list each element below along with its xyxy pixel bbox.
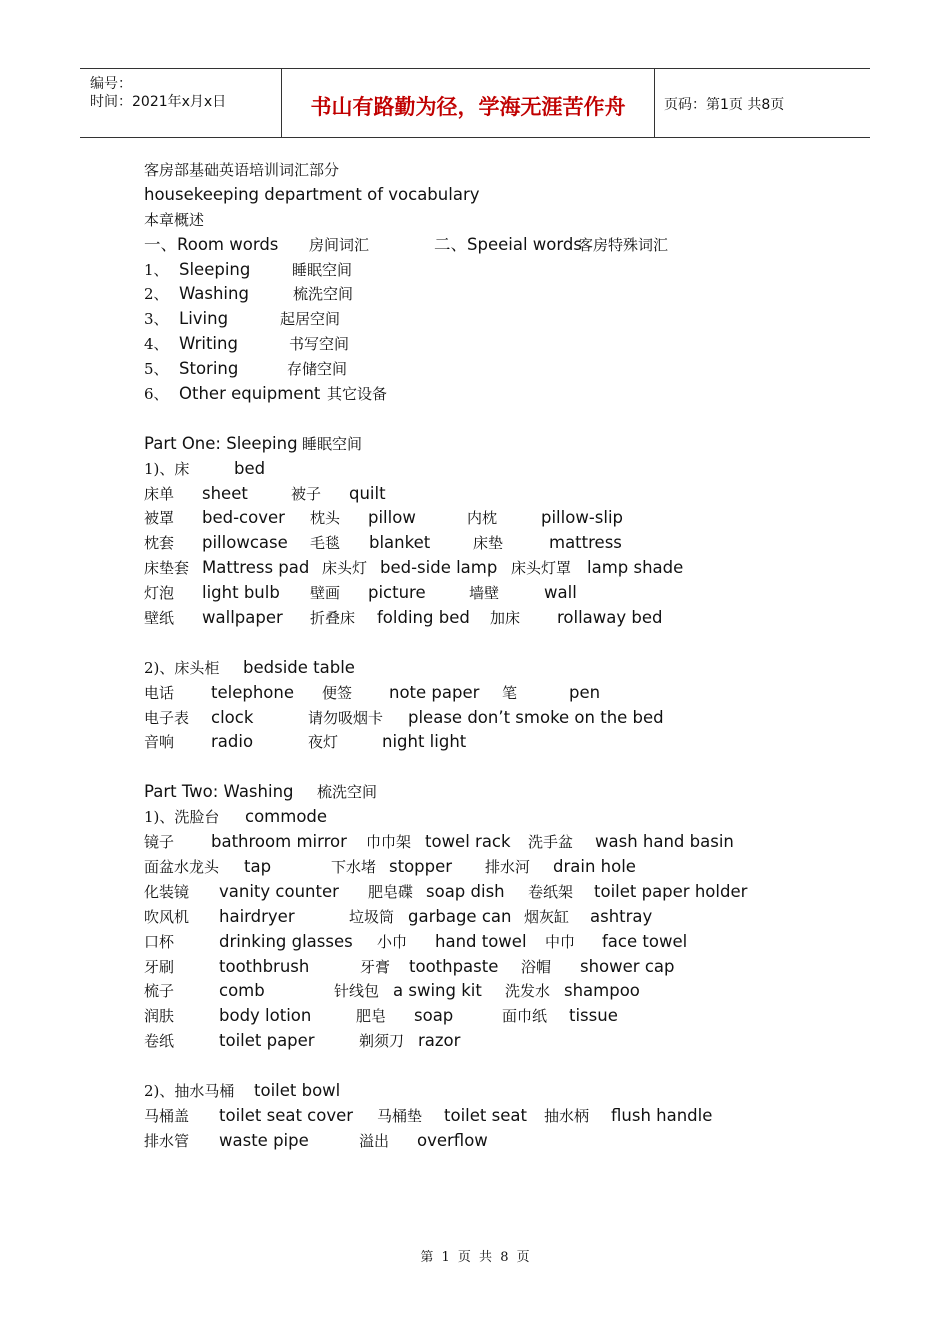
english-term: ashtray — [590, 906, 653, 926]
chinese-term: 枕套 — [144, 534, 175, 553]
english-term: toilet bowl — [254, 1080, 341, 1100]
english-term: pillowcase — [202, 533, 288, 553]
commode-vocab-row — [144, 955, 884, 980]
english-term: quilt — [349, 483, 386, 503]
chinese-term: 化装镜 — [144, 882, 190, 901]
chinese-term: 剃须刀 — [359, 1032, 405, 1051]
english-term: clock — [211, 707, 254, 727]
chinese-term: 马桶盖 — [144, 1106, 190, 1125]
chinese-term: 6、 — [144, 385, 169, 404]
english-term: pillow — [368, 508, 416, 528]
english-term: vanity counter — [219, 881, 339, 901]
chinese-term: 4、 — [144, 335, 169, 354]
english-term: bathroom mirror — [211, 832, 347, 852]
overview-row — [144, 233, 884, 258]
english-term: 一、Room words — [144, 234, 279, 254]
header-meta-cell — [80, 69, 282, 137]
chinese-term: 电话 — [144, 683, 175, 702]
english-term: overflow — [417, 1130, 488, 1150]
page-footer: 第 1 页 共 8 页 — [420, 1250, 530, 1265]
english-term: toilet seat — [444, 1105, 527, 1125]
english-term: telephone — [211, 682, 294, 702]
chinese-term: 卷纸 — [144, 1032, 175, 1051]
chinese-term: 2)、抽水马桶 — [144, 1081, 235, 1100]
english-term: Storing — [179, 359, 239, 379]
commode-vocab-row — [144, 930, 884, 955]
bedside-vocab-row — [144, 730, 884, 755]
commode-vocab-row — [144, 855, 884, 880]
english-term: blanket — [369, 533, 431, 553]
header-motto: 书山有路勤为径，学海无涯苦作舟 — [310, 94, 626, 119]
chinese-term: 梳洗空间 — [293, 285, 354, 304]
english-term: bed-cover — [202, 508, 285, 528]
english-term: soap dish — [426, 881, 505, 901]
chinese-term: 溢出 — [359, 1131, 390, 1150]
chinese-term: 肥皂碟 — [368, 882, 414, 901]
commode-vocab-row — [144, 830, 884, 855]
english-term: bed-side lamp — [380, 558, 498, 578]
header-page-cell — [655, 69, 870, 137]
chinese-term: 排水管 — [144, 1131, 190, 1150]
english-term: face towel — [602, 931, 688, 951]
english-term: radio — [211, 732, 254, 752]
chinese-term: 床头灯罩 — [511, 559, 572, 578]
commode-heading — [144, 805, 884, 830]
chinese-term: 其它设备 — [327, 385, 388, 404]
chinese-term: 面巾纸 — [502, 1007, 548, 1026]
chinese-term: 润肤 — [144, 1007, 175, 1026]
english-term: Living — [179, 309, 229, 329]
english-term: rollaway bed — [557, 608, 663, 628]
chinese-term: 床垫套 — [144, 559, 190, 578]
chinese-term: 洗手盆 — [528, 833, 574, 852]
english-term: picture — [368, 583, 426, 603]
english-term: stopper — [389, 856, 453, 876]
chinese-term: 加床 — [490, 609, 521, 628]
english-term: pillow-slip — [541, 508, 624, 528]
english-term: flush handle — [611, 1105, 713, 1125]
english-term: bed — [234, 458, 266, 478]
chinese-term: 灯泡 — [144, 584, 175, 603]
chinese-term: 1)、洗脸台 — [144, 808, 220, 827]
english-term: note paper — [389, 682, 480, 702]
english-term: Sleeping — [179, 259, 251, 279]
english-term: a swing kit — [393, 981, 482, 1001]
english-term: soap — [414, 1006, 454, 1026]
chinese-term: 夜灯 — [308, 733, 339, 752]
chinese-term: 浴帽 — [521, 957, 552, 976]
toc-item — [144, 282, 884, 307]
english-term: drinking glasses — [219, 931, 353, 951]
english-term: Mattress pad — [202, 558, 310, 578]
english-term: drain hole — [553, 856, 636, 876]
chinese-term: 内枕 — [467, 509, 498, 528]
chinese-term: 折叠床 — [310, 609, 356, 628]
english-term: body lotion — [219, 1006, 312, 1026]
english-term: toothpaste — [409, 956, 499, 976]
chinese-term: 请勿吸烟卡 — [308, 708, 384, 727]
english-term: tissue — [569, 1006, 618, 1026]
bed-heading — [144, 457, 884, 482]
chinese-term: 烟灰缸 — [524, 907, 570, 926]
page-header — [80, 68, 870, 138]
chinese-term: 马桶垫 — [377, 1106, 423, 1125]
chinese-term: 房间词汇 — [309, 235, 370, 254]
bed-vocab-row — [144, 556, 884, 581]
english-term: folding bed — [377, 608, 470, 628]
chinese-term: 下水堵 — [331, 857, 377, 876]
chinese-term: 被子 — [291, 484, 322, 503]
document-number-label: 编号： — [90, 76, 132, 92]
english-term: Writing — [179, 334, 238, 354]
part-two-title — [144, 780, 884, 805]
english-term: shower cap — [580, 956, 675, 976]
bed-vocab-row — [144, 482, 884, 507]
chinese-term: 睡眠空间 — [302, 434, 363, 453]
chinese-term: 书写空间 — [289, 335, 350, 354]
chinese-term: 1、 — [144, 260, 169, 279]
english-term: housekeeping department of vocabulary — [144, 184, 480, 204]
english-term: toilet paper — [219, 1031, 315, 1051]
bedside-vocab-row — [144, 681, 884, 706]
chinese-term: 2)、床头柜 — [144, 658, 220, 677]
english-term: bedside table — [243, 657, 355, 677]
chinese-term: 肥皂 — [356, 1007, 387, 1026]
commode-vocab-row — [144, 880, 884, 905]
chinese-term: 壁画 — [310, 584, 341, 603]
chinese-term: 客房特殊词汇 — [578, 235, 669, 254]
chinese-term: 3、 — [144, 310, 169, 329]
document-date: 时间：2021年x月x日 — [90, 94, 227, 110]
chinese-term: 笔 — [502, 683, 518, 702]
toilet-vocab-row — [144, 1129, 884, 1154]
chinese-term: 本章概述 — [144, 210, 205, 229]
overview-heading — [144, 208, 884, 233]
chinese-term: 壁纸 — [144, 609, 175, 628]
doc-title-zh — [144, 158, 884, 183]
chinese-term: 小巾 — [377, 932, 408, 951]
english-term: comb — [219, 981, 265, 1001]
toc-item — [144, 307, 884, 332]
bedside-vocab-row — [144, 706, 884, 731]
bed-vocab-row — [144, 506, 884, 531]
chinese-term: 梳洗空间 — [317, 783, 378, 802]
english-term: 二、Speeial words — [434, 234, 582, 254]
english-term: wash hand basin — [595, 832, 734, 852]
english-term: toilet seat cover — [219, 1105, 354, 1125]
chinese-term: 床单 — [144, 484, 175, 503]
english-term: Part Two: Washing — [144, 782, 294, 802]
chinese-term: 电子表 — [144, 708, 190, 727]
bedside-table-heading — [144, 656, 884, 681]
english-term: commode — [245, 807, 328, 827]
chinese-term: 中巾 — [545, 932, 576, 951]
chinese-term: 毛毯 — [310, 534, 341, 553]
english-term: garbage can — [408, 906, 512, 926]
toc-item — [144, 332, 884, 357]
english-term: razor — [418, 1031, 461, 1051]
english-term: night light — [382, 732, 467, 752]
chinese-term: 针线包 — [334, 982, 380, 1001]
chinese-term: 2、 — [144, 285, 169, 304]
toilet-vocab-row — [144, 1104, 884, 1129]
chinese-term: 客房部基础英语培训词汇部分 — [144, 161, 340, 179]
toc-item — [144, 357, 884, 382]
commode-vocab-row — [144, 979, 884, 1004]
chinese-term: 抽水柄 — [544, 1106, 590, 1125]
bed-vocab-row — [144, 531, 884, 556]
chinese-term: 面盆水龙头 — [144, 857, 220, 876]
english-term: Washing — [179, 284, 249, 304]
toc-item — [144, 258, 884, 283]
toilet-bowl-heading — [144, 1079, 884, 1104]
chinese-term: 睡眠空间 — [292, 260, 353, 279]
chinese-term: 梳子 — [144, 982, 175, 1001]
chinese-term: 镜子 — [144, 833, 175, 852]
chinese-term: 1)、床 — [144, 459, 190, 478]
english-term: mattress — [549, 533, 622, 553]
chinese-term: 便签 — [322, 683, 353, 702]
chinese-term: 存储空间 — [287, 360, 348, 379]
chinese-term: 被罩 — [144, 509, 175, 528]
chinese-term: 枕头 — [310, 509, 341, 528]
commode-vocab-row — [144, 1004, 884, 1029]
header-page-info: 页码：第1页 共8页 — [664, 97, 785, 113]
english-term: tap — [244, 856, 272, 876]
commode-vocab-row — [144, 905, 884, 930]
english-term: please don’t smoke on the bed — [408, 707, 664, 727]
chinese-term: 吹风机 — [144, 907, 190, 926]
english-term: pen — [569, 682, 601, 702]
english-term: wall — [544, 583, 577, 603]
english-term: hand towel — [435, 931, 527, 951]
chinese-term: 5、 — [144, 360, 169, 379]
english-term: Other equipment — [179, 384, 321, 404]
chinese-term: 排水河 — [485, 857, 531, 876]
english-term: shampoo — [564, 981, 640, 1001]
english-term: sheet — [202, 483, 248, 503]
chinese-term: 口杯 — [144, 932, 175, 951]
part-one-title — [144, 432, 884, 457]
commode-vocab-row — [144, 1029, 884, 1054]
english-term: toothbrush — [219, 956, 310, 976]
chinese-term: 墙壁 — [469, 584, 500, 603]
english-term: waste pipe — [219, 1130, 309, 1150]
chinese-term: 床头灯 — [322, 559, 368, 578]
chinese-term: 牙膏 — [360, 957, 391, 976]
chinese-term: 起居空间 — [280, 310, 341, 329]
english-term: Part One: Sleeping — [144, 433, 298, 453]
chinese-term: 垃圾筒 — [349, 907, 395, 926]
toc-item — [144, 382, 884, 407]
header-motto-cell — [282, 69, 655, 137]
document-body — [144, 158, 884, 1154]
english-term: light bulb — [202, 583, 280, 603]
chinese-term: 牙刷 — [144, 957, 175, 976]
chinese-term: 床垫 — [473, 534, 504, 553]
english-term: wallpaper — [202, 608, 283, 628]
chinese-term: 音响 — [144, 733, 175, 752]
english-term: towel rack — [425, 832, 511, 852]
chinese-term: 卷纸架 — [528, 882, 574, 901]
bed-vocab-row — [144, 606, 884, 631]
chinese-term: 巾巾架 — [366, 833, 412, 852]
chinese-term: 洗发水 — [505, 982, 551, 1001]
english-term: lamp shade — [587, 558, 684, 578]
doc-title-en — [144, 183, 884, 208]
english-term: toilet paper holder — [594, 881, 748, 901]
english-term: hairdryer — [219, 906, 295, 926]
bed-vocab-row — [144, 581, 884, 606]
